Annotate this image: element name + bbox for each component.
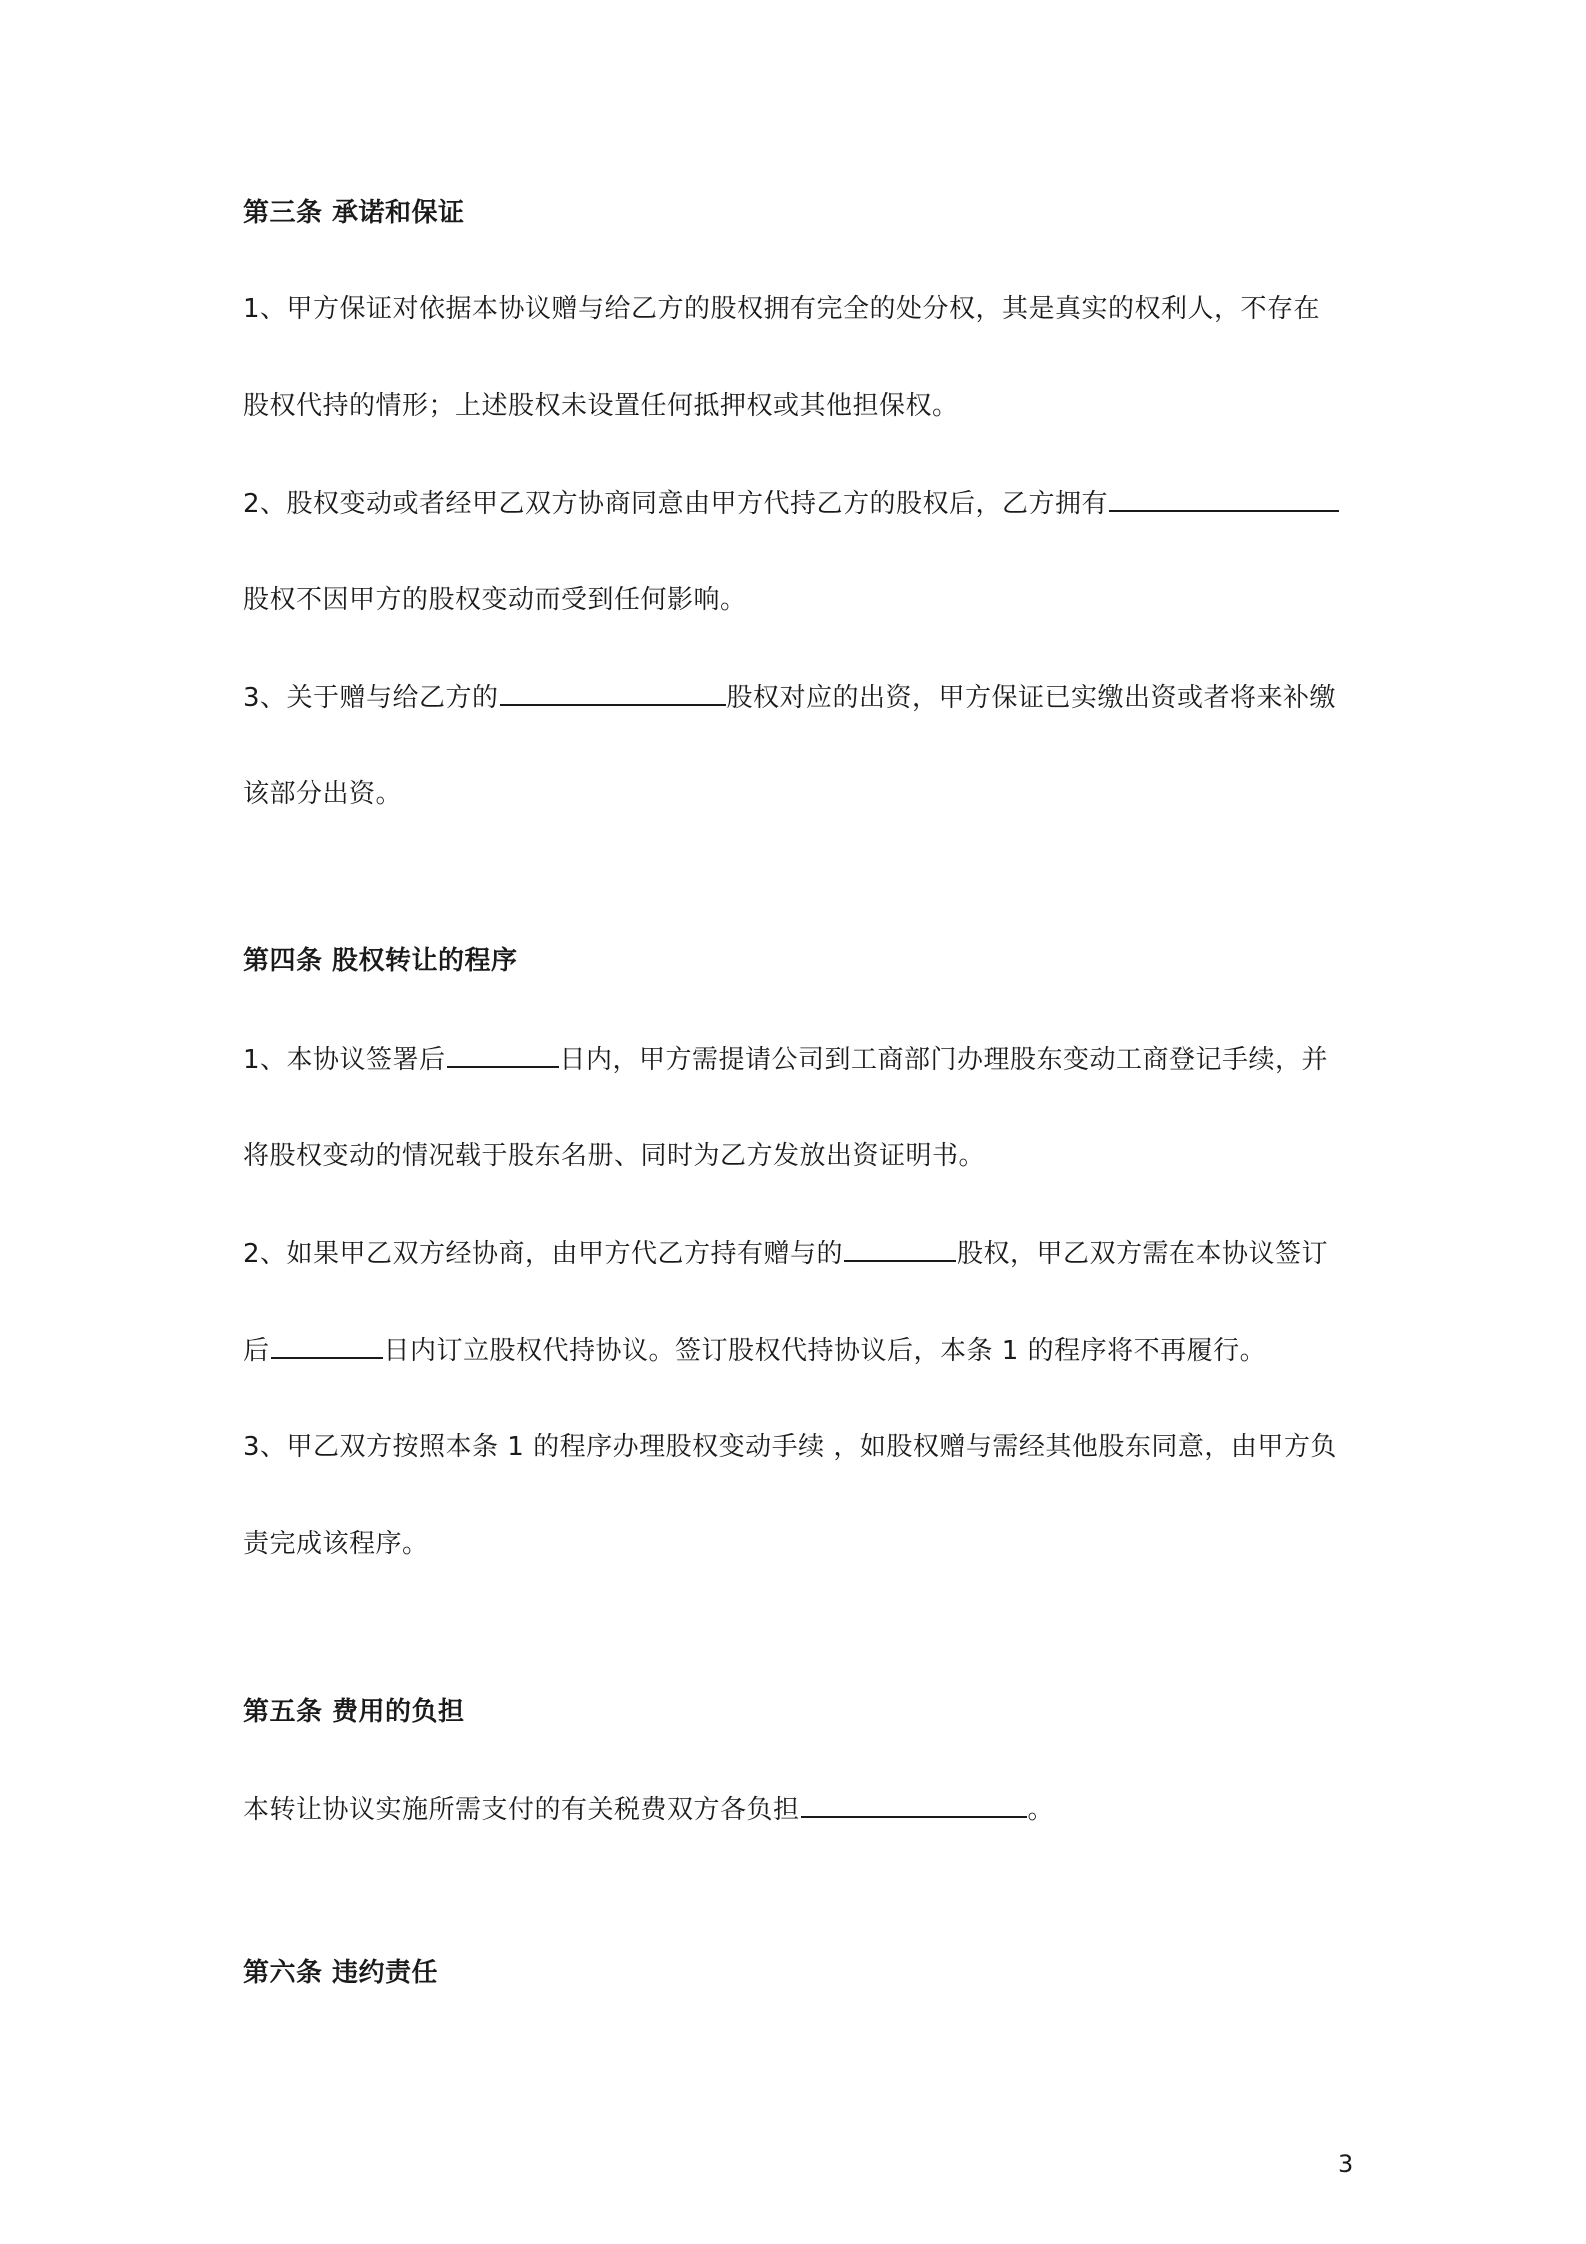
article4-para1-text-a: 1、本协议签署后 — [243, 1045, 446, 1075]
fill-in-blank[interactable] — [844, 1236, 956, 1262]
article3-para1-line2: 股权代持的情形；上述股权未设置任何抵押权或其他担保权。 — [243, 391, 959, 421]
article3-para3-line1 — [243, 680, 1336, 715]
article5-para1-text-b: 。 — [1027, 1795, 1055, 1825]
article4-para1-line1 — [243, 1042, 1328, 1077]
article3-para2-line1 — [243, 486, 1340, 521]
article5-para1-text-a: 本转让协议实施所需支付的有关税费双方各负担 — [243, 1795, 800, 1825]
article4-heading: 第四条 股权转让的程序 — [243, 946, 518, 976]
article5-heading: 第五条 费用的负担 — [243, 1697, 465, 1727]
article4-para3-line1: 3、甲乙双方按照本条 1 的程序办理股权变动手续 ，如股权赠与需经其他股东同意，由甲方负 — [243, 1432, 1337, 1462]
page-number: 3 — [1338, 2150, 1354, 2178]
article6-heading: 第六条 违约责任 — [243, 1958, 439, 1988]
fill-in-blank[interactable] — [801, 1792, 1027, 1818]
article5-para1 — [243, 1792, 1054, 1827]
article4-para2-line1 — [243, 1236, 1328, 1271]
fill-in-blank[interactable] — [271, 1333, 383, 1359]
article4-para2-text-c: 后 — [243, 1336, 270, 1366]
article3-para1-line1: 1、甲方保证对依据本协议赠与给乙方的股权拥有完全的处分权，其是真实的权利人，不存在 — [243, 294, 1321, 324]
article4-para3-line2: 责完成该程序。 — [243, 1529, 429, 1559]
article4-para2-text-d: 日内订立股权代持协议。签订股权代持协议后，本条 1 的程序将不再履行。 — [383, 1336, 1267, 1366]
article4-para2-line2 — [243, 1333, 1266, 1368]
article3-para3-line2: 该部分出资。 — [243, 779, 403, 809]
article3-para3-text-b: 股权对应的出资，甲方保证已实缴出资或者将来补缴 — [726, 683, 1337, 713]
fill-in-blank[interactable] — [500, 680, 726, 706]
article3-heading: 第三条 承诺和保证 — [243, 198, 465, 228]
article4-para1-line2: 将股权变动的情况载于股东名册、同时为乙方发放出资证明书。 — [243, 1141, 986, 1171]
article3-para2-text: 2、股权变动或者经甲乙双方协商同意由甲方代持乙方的股权后，乙方拥有 — [243, 489, 1109, 519]
article4-para1-text-b: 日内，甲方需提请公司到工商部门办理股东变动工商登记手续，并 — [559, 1045, 1329, 1075]
article3-para2-line2: 股权不因甲方的股权变动而受到任何影响。 — [243, 585, 747, 615]
article3-para3-text-a: 3、关于赠与给乙方的 — [243, 683, 499, 713]
article4-para2-text-b: 股权，甲乙双方需在本协议签订 — [957, 1239, 1329, 1269]
fill-in-blank[interactable] — [1109, 486, 1339, 512]
article4-para2-text-a: 2、如果甲乙双方经协商，由甲方代乙方持有赠与的 — [243, 1239, 844, 1269]
fill-in-blank[interactable] — [447, 1042, 559, 1068]
